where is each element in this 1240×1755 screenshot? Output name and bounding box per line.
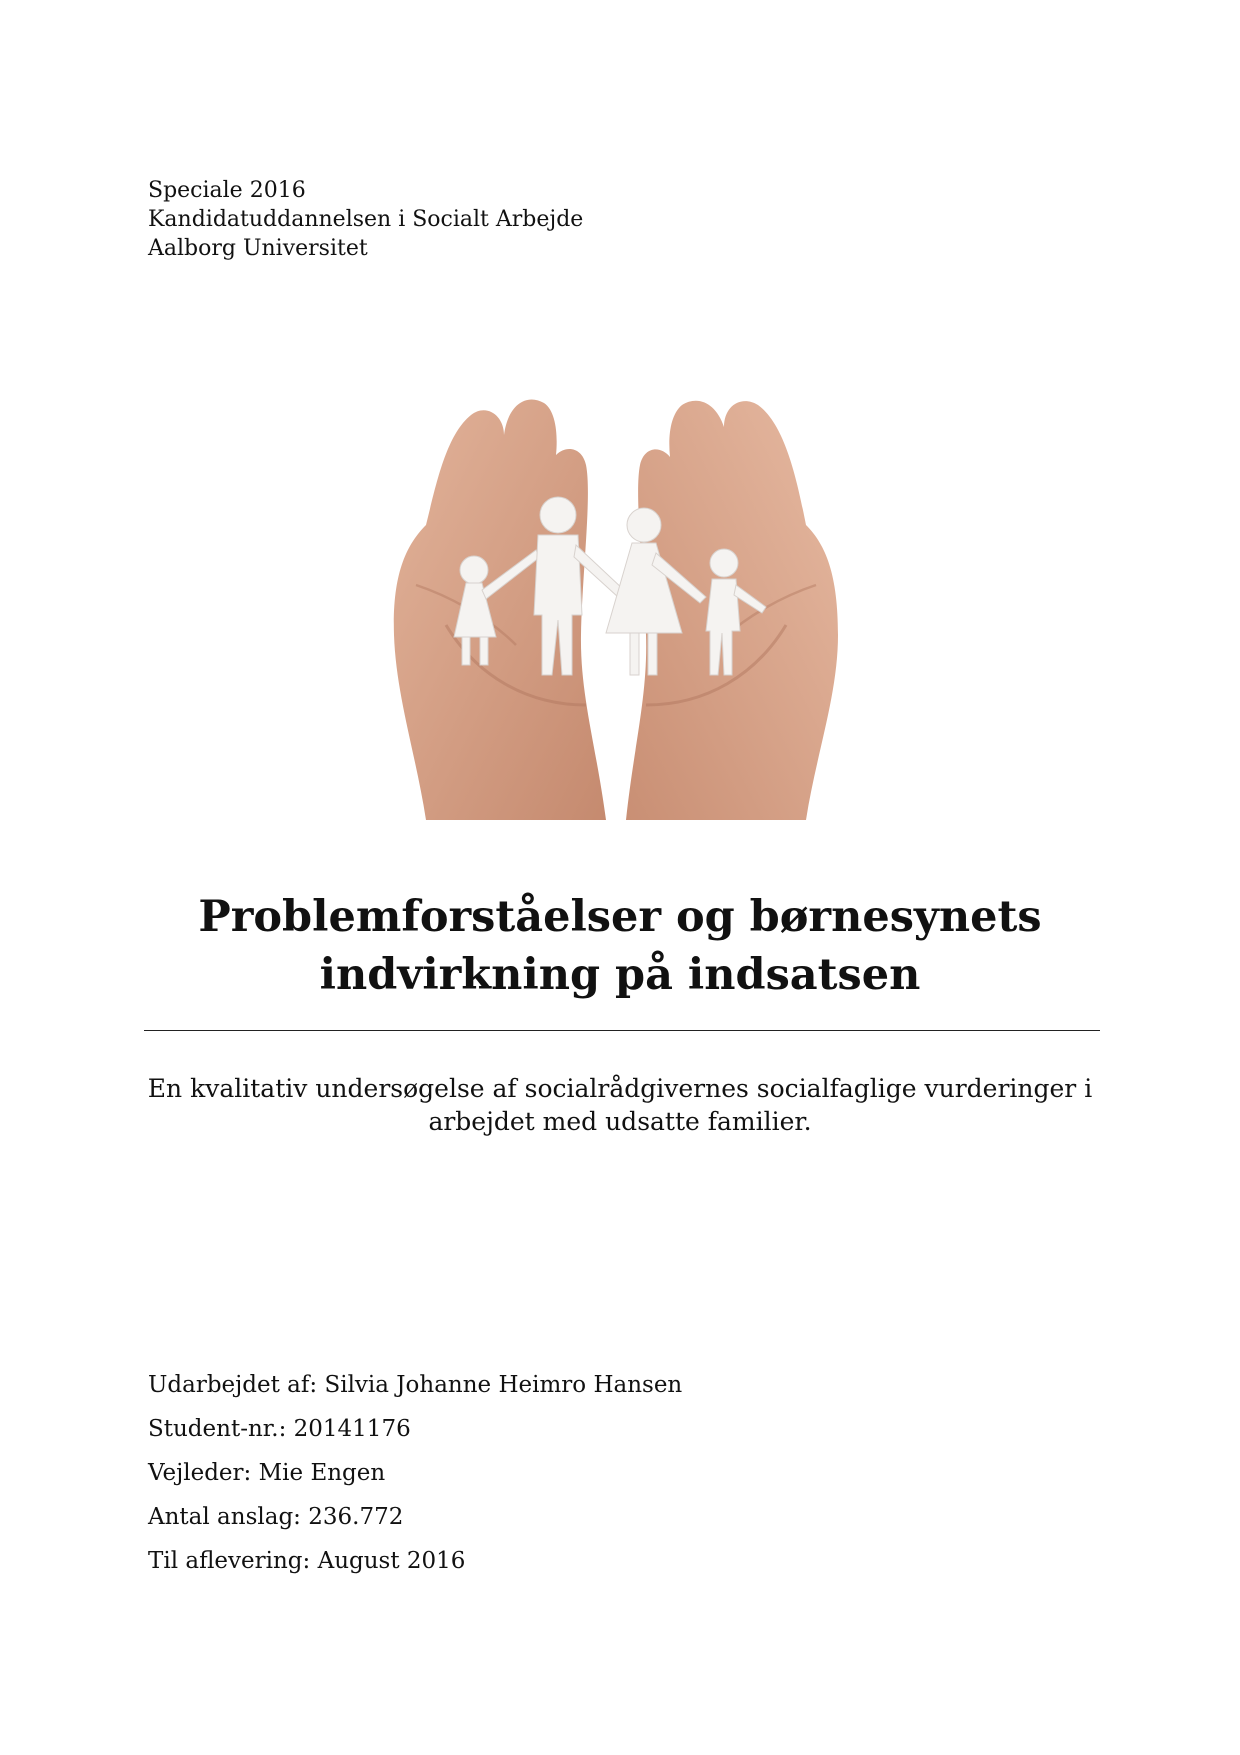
header-course-year: Speciale 2016 bbox=[148, 178, 306, 203]
info-value: 236.772 bbox=[308, 1504, 404, 1530]
info-supervisor bbox=[148, 1458, 682, 1502]
info-label: Udarbejdet af: bbox=[148, 1372, 318, 1398]
info-author bbox=[148, 1370, 682, 1414]
divider-line bbox=[144, 1030, 1100, 1031]
thesis-title bbox=[150, 888, 1090, 1004]
info-value: Mie Engen bbox=[258, 1460, 386, 1486]
document-header bbox=[148, 176, 583, 263]
title-line-1: Problemforståelser og børnesynets bbox=[198, 892, 1042, 942]
info-label: Til aflevering: bbox=[148, 1548, 311, 1574]
title-line-2: indvirkning på indsatsen bbox=[319, 950, 921, 1000]
info-label: Antal anslag: bbox=[148, 1504, 301, 1530]
info-value: 20141176 bbox=[293, 1416, 411, 1442]
info-label: Vejleder: bbox=[148, 1460, 252, 1486]
thesis-subtitle bbox=[140, 1072, 1100, 1138]
author-info bbox=[148, 1370, 682, 1590]
info-value: Silvia Johanne Heimro Hansen bbox=[324, 1372, 683, 1398]
info-value: August 2016 bbox=[317, 1548, 466, 1574]
subtitle-line-1: En kvalitativ undersøgelse af socialrådgivernes socialfaglige vurderinger i bbox=[147, 1074, 1093, 1103]
info-student-number bbox=[148, 1414, 682, 1458]
info-submission-date bbox=[148, 1546, 682, 1590]
header-university: Aalborg Universitet bbox=[148, 236, 368, 261]
subtitle-line-2: arbejdet med udsatte familier. bbox=[428, 1107, 812, 1136]
info-character-count bbox=[148, 1502, 682, 1546]
hands-holding-paper-family-icon bbox=[386, 375, 846, 820]
header-program: Kandidatuddannelsen i Socialt Arbejde bbox=[148, 207, 584, 232]
info-label: Student-nr.: bbox=[148, 1416, 287, 1442]
